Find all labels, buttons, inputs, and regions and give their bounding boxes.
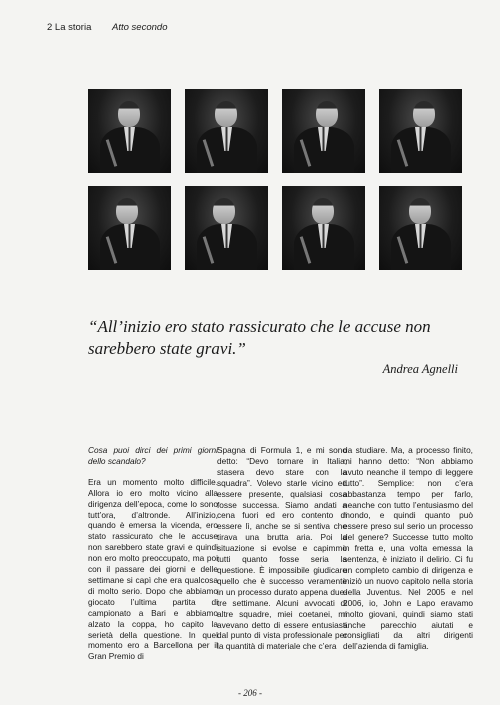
interview-question: Cosa puoi dirci dei primi giorni dello scandalo? [88,445,218,466]
column-3-text: da studiare. Ma, a processo finito, mi hanno detto: “Non abbiamo avuto neanche il tempo di leggere tutto”. Semplice: non c’era abbastanza tempo per farlo, neanche con tutto l’entusiasmo del mondo, e quindi quanto può essere preso sul serio un processo del genere? Successe tutto molto in fretta e, una volta emessa la sentenza, è iniziato il delirio. Ci fu un completo cambio di dirigenza e iniziò un nuovo capitolo nella storia della Juventus. Nel 2005 e nel 2006, io, John e Lapo eravamo molto giovani, quindi siamo stati anche parecchio aiutati e consigliati da altri dirigenti dell’azienda di famiglia. [343,445,473,652]
page-number: - 206 - [238,688,262,698]
photo-8 [379,186,462,270]
running-header [47,22,167,33]
text-column-2 [217,445,347,652]
text-column-1 [88,445,218,662]
photo-2 [185,89,268,173]
chapter-label: 2 La storia [47,22,92,33]
pull-quote: “All’inizio ero stato rassicurato che le accuse non sarebbero state gravi.” [88,317,431,358]
section-label: Atto secondo [112,22,168,33]
column-2-text: Spagna di Formula 1, e mi sono detto: “Devo tornare in Italia, stasera devo stare con la squadra”. Volevo starle vicino ed essere presente, qualsiasi cosa fosse successa. Siamo andati a cena fuori ed ero contento di essere lì, anche se si sentiva che tirava una brutta aria. Poi la situazione si evolse e capimmo tutti quanto fosse seria la questione. È impossibile giudicare quello che è successo veramente in un processo durato appena due-tre settimane. Alcuni avvocati di altre squadre, miei coetanei, mi avevano detto di essere entusiasti dal punto di vista professionale per la quantità di materiale che c’era [217,445,347,652]
photo-4 [379,89,462,173]
photo-7 [282,186,365,270]
photo-3 [282,89,365,173]
photo-1 [88,89,171,173]
quote-author: Andrea Agnelli [382,362,458,376]
column-1-text: Era un momento molto difficile. Allora io ero molto vicino alla dirigenza dell’epoca, come lo sono tutt’ora, d’altronde. All’inizio, quando è emersa la vicenda, ero stato rassicurato che le accuse non sarebbero state gravi e quindi non ero molto preoccupato, ma poi con il passare dei giorni e delle settimane si capì che era qualcosa di molto serio. Dopo che abbiamo giocato l’ultima partita di campionato a Bari e abbiamo alzato la coppa, ho capito la serietà della questione. In quel momento ero a Barcellona per il Gran Premio di [88,476,218,662]
photo-grid [88,89,462,270]
photo-6 [185,186,268,270]
photo-5 [88,186,171,270]
text-column-3 [343,445,473,652]
